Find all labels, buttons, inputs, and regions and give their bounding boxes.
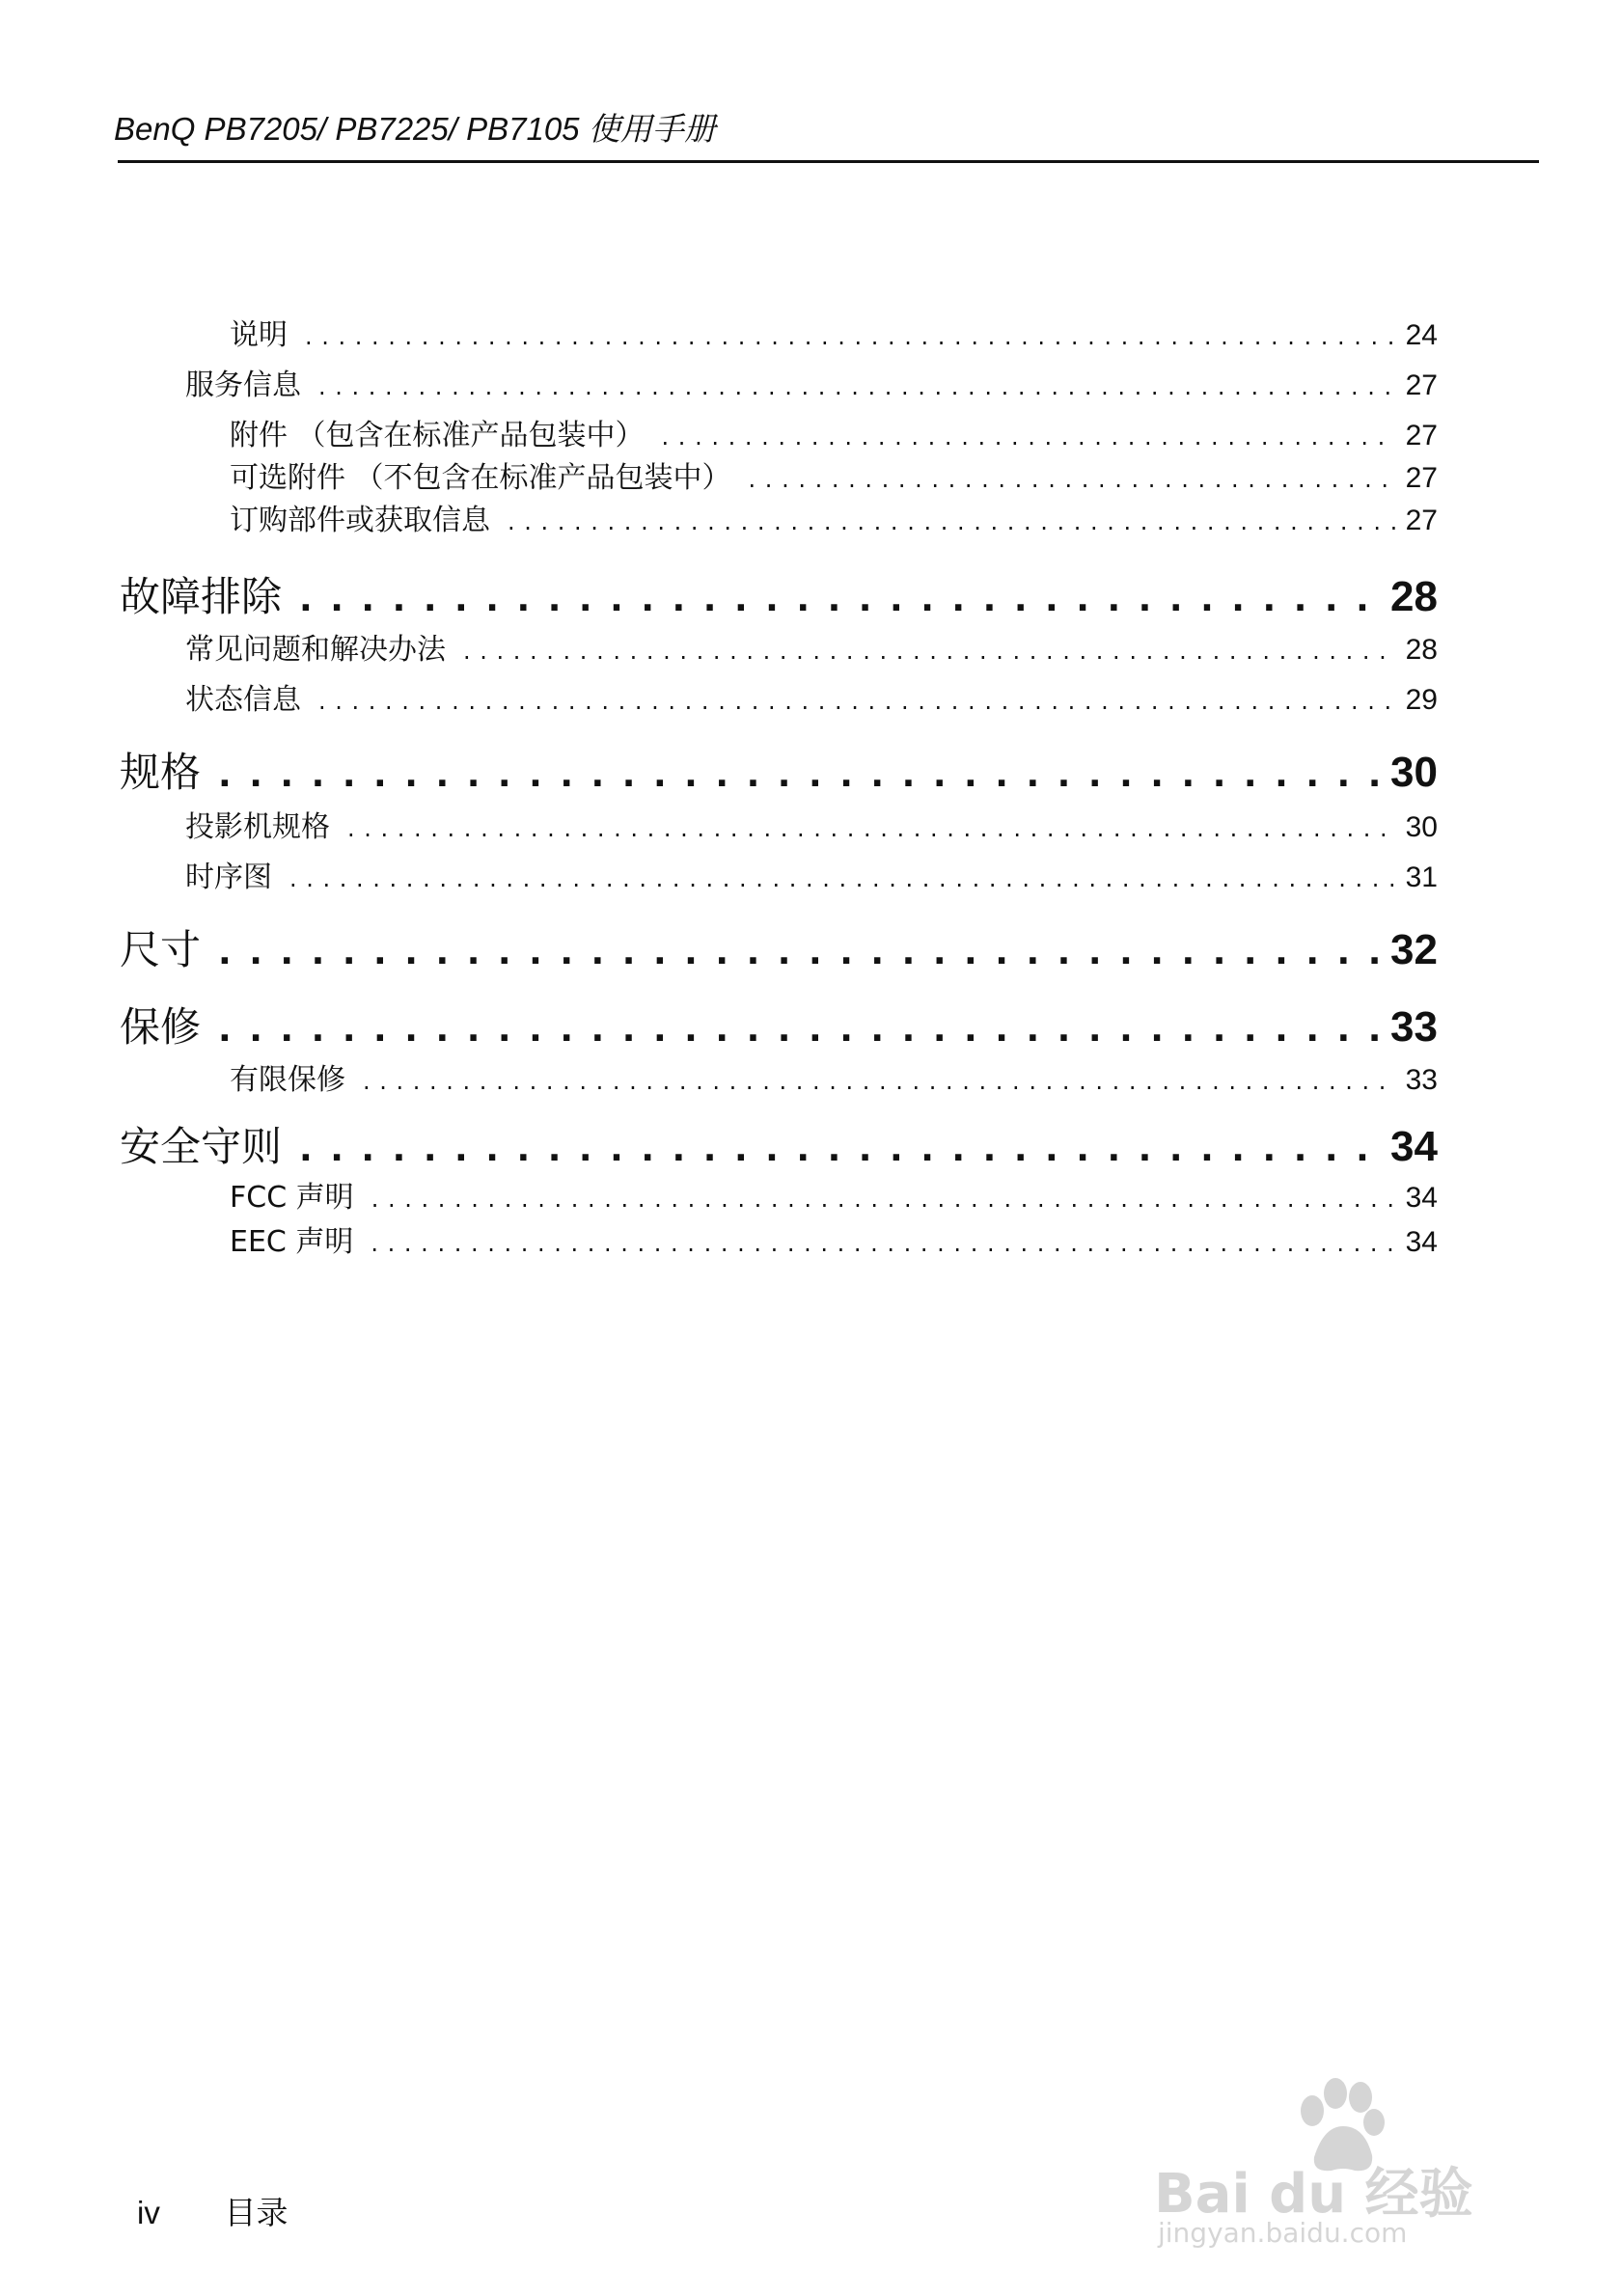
toc-entry-page: 30 (1405, 811, 1438, 843)
toc-entry-page: 27 (1405, 462, 1438, 494)
toc-leader-dots (218, 755, 1381, 795)
toc-leader-dots (371, 1230, 1395, 1257)
toc-leader-dots (299, 580, 1381, 619)
toc-entry-label: FCC 声明 (230, 1181, 354, 1215)
toc-chapter-label: 故障排除 (120, 573, 283, 620)
toc-leader-dots (662, 424, 1396, 451)
toc-entry-page: 27 (1405, 505, 1438, 536)
toc-entry[interactable] (230, 311, 1438, 353)
toc-entry-label: 投影机规格 (185, 810, 330, 844)
toc-leader-dots (218, 933, 1381, 972)
toc-chapter[interactable] (120, 918, 1438, 976)
toc-leader-dots (508, 508, 1396, 535)
toc-leader-dots (318, 373, 1396, 400)
toc-entry-page: 27 (1405, 420, 1438, 451)
header-divider (118, 160, 1539, 163)
toc-chapter-page: 32 (1390, 926, 1438, 973)
toc-entry-label: EEC 声明 (230, 1225, 354, 1259)
toc-chapter-page: 30 (1390, 749, 1438, 796)
toc-chapter[interactable] (120, 565, 1438, 623)
toc-leader-dots (347, 815, 1396, 842)
toc-entry-label: 可选附件 （不包含在标准产品包装中） (230, 461, 731, 495)
toc-entry-label: 常见问题和解决办法 (185, 633, 446, 667)
toc-entry[interactable] (230, 1055, 1438, 1098)
toc-entry-label: 订购部件或获取信息 (230, 504, 490, 537)
toc-entry-label: 附件 （包含在标准产品包装中） (230, 419, 645, 452)
toc-entry[interactable] (230, 411, 1438, 453)
watermark-url: jingyan.baidu.com (1158, 2217, 1408, 2249)
toc-chapter-page: 34 (1390, 1123, 1438, 1170)
toc-chapter-label: 保修 (120, 1003, 202, 1051)
footer-page-number: iv (137, 2195, 160, 2230)
toc-entry-page: 29 (1405, 684, 1438, 716)
toc-entry-label: 说明 (230, 318, 288, 352)
toc-entry-page: 34 (1405, 1226, 1438, 1258)
toc-chapter[interactable] (120, 741, 1438, 799)
toc-leader-dots (749, 466, 1396, 493)
toc-chapter-label: 安全守则 (120, 1123, 283, 1170)
baidu-watermark (1154, 2072, 1540, 2249)
toc-entry-page: 33 (1405, 1064, 1438, 1096)
toc-leader-dots (463, 638, 1396, 665)
toc-entry[interactable] (185, 675, 1438, 718)
toc-entry[interactable] (230, 1217, 1438, 1260)
toc-chapter-label: 规格 (120, 749, 202, 796)
toc-entry[interactable] (230, 496, 1438, 538)
toc-leader-dots (218, 1010, 1381, 1050)
watermark-brand: Bai du 经验 (1154, 2163, 1473, 2226)
toc-entry-label: 状态信息 (185, 683, 301, 717)
toc-entry[interactable] (230, 453, 1438, 496)
toc-entry-page: 27 (1405, 369, 1438, 401)
toc-entry-label: 服务信息 (185, 369, 301, 402)
toc-entry-label: 时序图 (185, 861, 272, 894)
toc-entry-page: 34 (1405, 1182, 1438, 1214)
toc-chapter-label: 尺寸 (120, 926, 202, 973)
toc-entry-page: 28 (1405, 634, 1438, 666)
toc-entry-page: 31 (1405, 861, 1438, 893)
toc-entry[interactable] (185, 803, 1438, 845)
toc-leader-dots (299, 1130, 1381, 1169)
toc-chapter[interactable] (120, 1115, 1438, 1173)
toc-leader-dots (318, 688, 1396, 715)
toc-entry-label: 有限保修 (230, 1063, 345, 1097)
toc-leader-dots (289, 865, 1396, 892)
toc-leader-dots (363, 1068, 1396, 1095)
toc-chapter-page: 33 (1390, 1003, 1438, 1051)
footer-section-title: 目录 (224, 2194, 288, 2231)
toc-entry[interactable] (185, 853, 1438, 895)
toc-entry-page: 24 (1405, 319, 1438, 351)
toc-leader-dots (305, 323, 1396, 350)
toc-chapter-page: 28 (1390, 573, 1438, 620)
toc-leader-dots (371, 1186, 1396, 1213)
page-header-title: BenQ PB7205/ PB7225/ PB7105 使用手册 (114, 111, 716, 147)
page-footer (137, 2188, 288, 2233)
toc-entry[interactable] (185, 361, 1438, 403)
toc-entry[interactable] (230, 1173, 1438, 1216)
toc-entry[interactable] (185, 625, 1438, 668)
toc-chapter[interactable] (120, 996, 1438, 1053)
